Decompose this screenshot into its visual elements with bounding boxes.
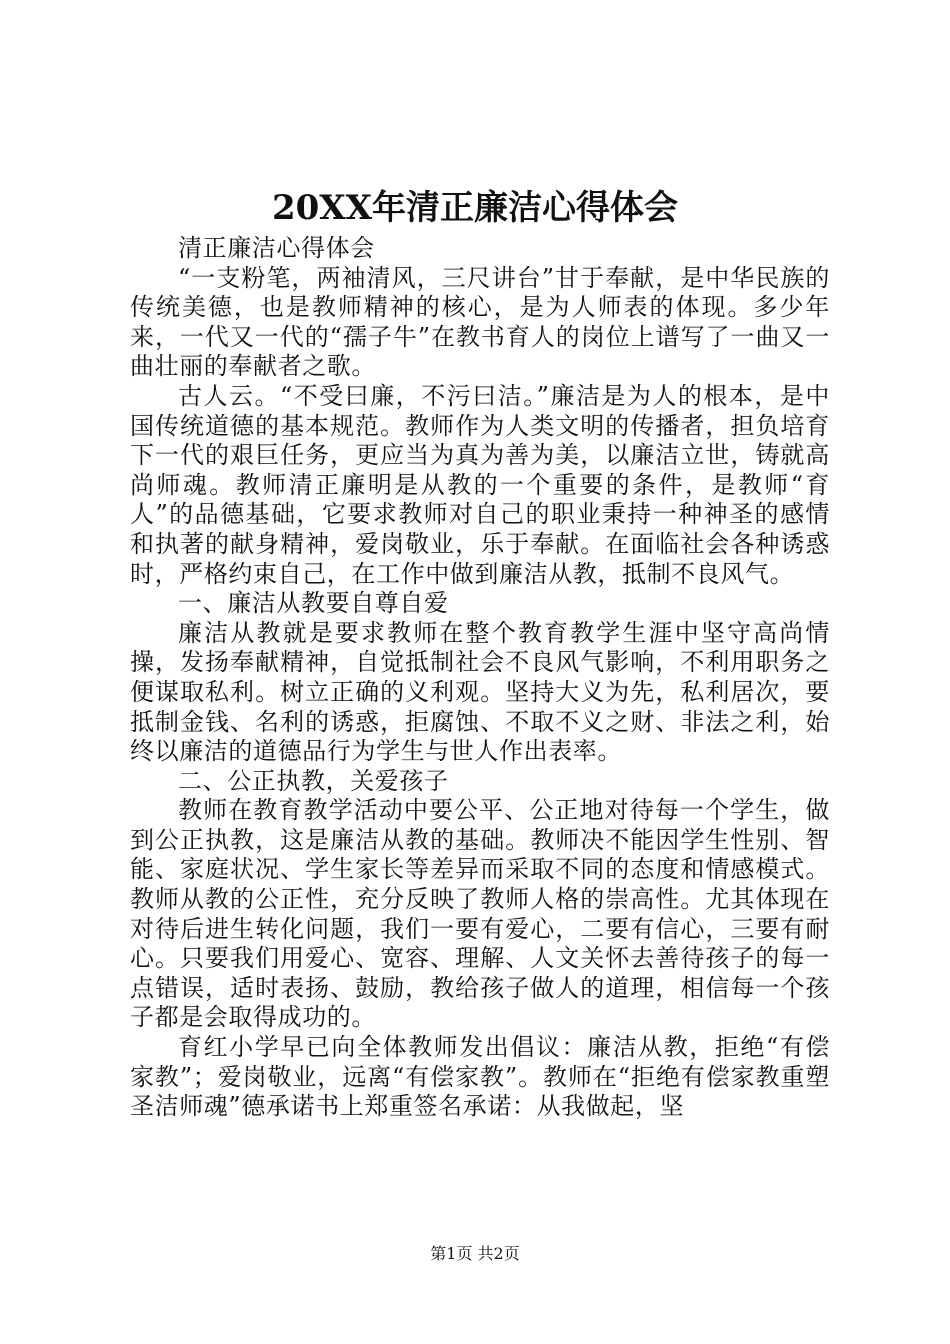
paragraph: 古人云。“不受曰廉，不污曰洁。”廉洁是为人的根本，是中国传统道德的基本规范。教师作为人类文明的传播者，担负培育下一代的艰巨任务，更应当为真为善为美，以廉洁立世，铸就高尚师魂。教师清正廉明是从教的一个重要的条件，是教师“育人”的品德基础，它要求教师对自己的职业秉持一种神圣的感情和执著的献身精神，爱岗敬业，乐于奉献。在面临社会各种诱惑时，严格约束自己，在工作中做到廉洁从教，抵制不良风气。 bbox=[130, 381, 830, 588]
paragraph: 廉洁从教就是要求教师在整个教育教学生涯中坚守高尚情操，发扬奉献精神，自觉抵制社会不良风气影响，不利用职务之便谋取私利。树立正确的义利观。坚持大义为先，私利居次，要抵制金钱、名利的诱惑，拒腐蚀、不取不义之财、非法之利，始终以廉洁的道德品行为学生与世人作出表率。 bbox=[130, 618, 830, 766]
paragraph: 育红小学早已向全体教师发出倡议：廉洁从教，拒绝“有偿家教”；爱岗敬业，远离“有偿家教”。教师在“拒绝有偿家教重塑圣洁师魂”德承诺书上郑重签名承诺：从我做起，坚 bbox=[130, 1033, 830, 1121]
page-footer: 第1页 共2页 bbox=[430, 1244, 520, 1263]
document-title: 20XX年清正廉洁心得体会 bbox=[271, 188, 679, 228]
section-heading: 二、公正执教，关爱孩子 bbox=[178, 766, 449, 795]
paragraph-subtitle: 清正廉洁心得体会 bbox=[178, 234, 375, 262]
section-heading: 一、廉洁从教要自尊自爱 bbox=[178, 589, 449, 618]
paragraph: “一支粉笔，两袖清风，三尺讲台”甘于奉献，是中华民族的传统美德，也是教师精神的核心，是为人师表的体现。多少年来，一代又一代的“孺子牛”在教书育人的岗位上谱写了一曲又一曲壮丽的奉献者之歌。 bbox=[130, 263, 830, 381]
document-body bbox=[130, 234, 830, 1122]
paragraph: 教师在教育教学活动中要公平、公正地对待每一个学生，做到公正执教，这是廉洁从教的基础。教师决不能因学生性别、智能、家庭状况、学生家长等差异而采取不同的态度和情感模式。教师从教的公正性，充分反映了教师人格的崇高性。尤其体现在对待后进生转化问题，我们一要有爱心，二要有信心，三要有耐心。只要我们用爱心、宽容、理解、人文关怀去善待孩子的每一点错误，适时表扬、鼓励，教给孩子做人的道理，相信每一个孩子都是会取得成功的。 bbox=[130, 796, 830, 1032]
